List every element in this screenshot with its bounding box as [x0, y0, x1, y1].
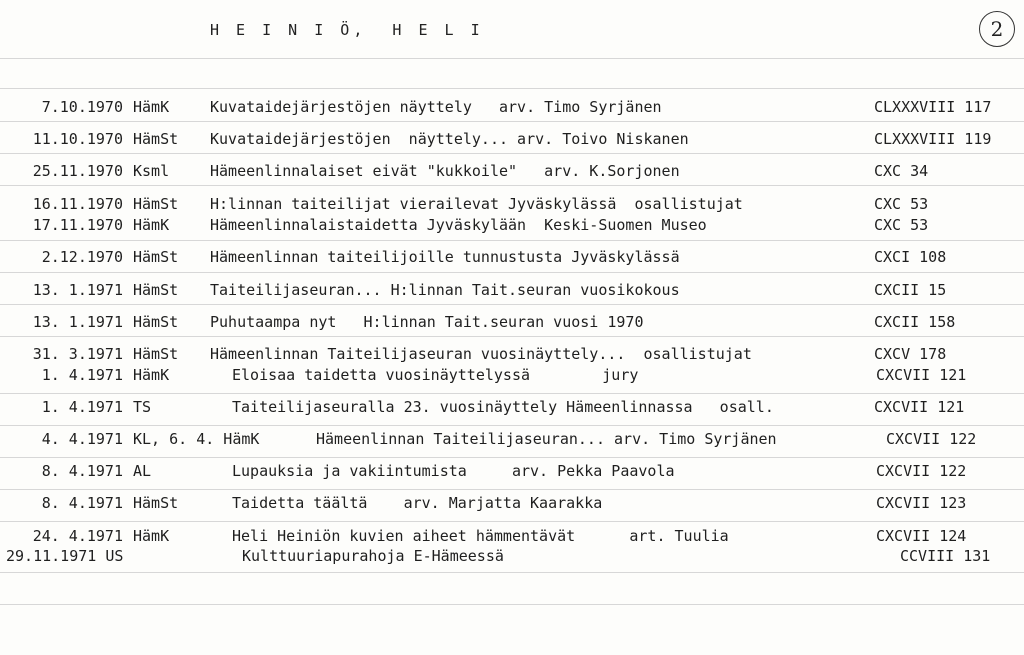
- entry-date: 4. 4.1971: [41, 430, 123, 448]
- rule-line: [0, 240, 1024, 241]
- entry-ref: CXCI 108: [874, 248, 947, 266]
- rule-line: [0, 153, 1024, 154]
- entry-date: 29.11.1971 US: [6, 547, 124, 565]
- rule-line: [0, 185, 1024, 186]
- entry-source: HämSt: [133, 130, 179, 148]
- entry-text: Hämeenlinnalaistaidetta Jyväskylään Keski-Suomen Museo: [210, 216, 707, 234]
- entry-date: 2.12.1970: [41, 248, 123, 266]
- entry-text: Kulttuuriapurahoja E-Hämeessä: [242, 547, 504, 565]
- entry-row: [0, 398, 1024, 420]
- entry-ref: CXC 53: [874, 216, 929, 234]
- entry-row: [0, 494, 1024, 516]
- entry-row: [0, 248, 1024, 270]
- entry-text: Taiteilijaseuralla 23. vuosinäyttely Hämeenlinnassa osall.: [232, 398, 774, 416]
- entry-row: [0, 162, 1024, 184]
- page-number-circle: 2: [979, 11, 1015, 47]
- entry-date: 13. 1.1971: [32, 281, 123, 299]
- entry-text: Hämeenlinnan Taiteilijaseuran vuosinäyttely... osallistujat: [210, 345, 752, 363]
- entry-source: AL: [133, 462, 152, 480]
- entry-row: [0, 462, 1024, 484]
- entry-text: Hämeenlinnalaiset eivät "kukkoile" arv. K.Sorjonen: [210, 162, 680, 180]
- entry-ref: CXCVII 121: [874, 398, 965, 416]
- rule-line: [0, 304, 1024, 305]
- rule-line: [0, 457, 1024, 458]
- rule-line: [0, 604, 1024, 605]
- rule-line: [0, 336, 1024, 337]
- entry-ref: CXCVII 123: [876, 494, 967, 512]
- entry-source: HämK: [133, 216, 170, 234]
- entry-text: Heli Heiniön kuvien aiheet hämmentävät art. Tuulia: [232, 527, 729, 545]
- rule-line: [0, 521, 1024, 522]
- entry-date: 25.11.1970: [32, 162, 123, 180]
- entry-text: Hämeenlinnan Taiteilijaseuran... arv. Timo Syrjänen: [316, 430, 777, 448]
- entry-text: Kuvataidejärjestöjen näyttely... arv. Toivo Niskanen: [210, 130, 689, 148]
- entry-source: HämSt: [133, 195, 179, 213]
- entry-row: [0, 527, 1024, 549]
- entry-text: Taiteilijaseuran... H:linnan Tait.seuran vuosikokous: [210, 281, 680, 299]
- entry-source: Ksml: [133, 162, 170, 180]
- entry-text: Lupauksia ja vakiintumista arv. Pekka Paavola: [232, 462, 675, 480]
- entry-date: 24. 4.1971: [32, 527, 123, 545]
- entry-source: HämSt: [133, 313, 179, 331]
- entry-source: HämSt: [133, 345, 179, 363]
- rule-line: [0, 272, 1024, 273]
- entry-date: 13. 1.1971: [32, 313, 123, 331]
- entry-ref: CXCVII 124: [876, 527, 967, 545]
- entry-source: HämK: [133, 98, 170, 116]
- entry-date: 31. 3.1971: [32, 345, 123, 363]
- entry-source: KL, 6. 4. HämK: [133, 430, 260, 448]
- entry-row: [0, 547, 1024, 569]
- entry-row: [0, 98, 1024, 120]
- entry-date: 1. 4.1971: [41, 366, 123, 384]
- entry-source: HämSt: [133, 248, 179, 266]
- entry-source: HämK: [133, 366, 170, 384]
- entry-row: [0, 130, 1024, 152]
- entry-date: 1. 4.1971: [41, 398, 123, 416]
- entry-ref: CXCV 178: [874, 345, 947, 363]
- card-title: H E I N I Ö, H E L I: [210, 21, 484, 39]
- rule-line: [0, 393, 1024, 394]
- entry-text: Hämeenlinnan taiteilijoille tunnustusta Jyväskylässä: [210, 248, 680, 266]
- rule-line: [0, 572, 1024, 573]
- entry-ref: CLXXXVIII 119: [874, 130, 992, 148]
- entry-text: Taidetta täältä arv. Marjatta Kaarakka: [232, 494, 603, 512]
- entry-ref: CLXXXVIII 117: [874, 98, 992, 116]
- entry-ref: CXCII 158: [874, 313, 956, 331]
- entry-row: [0, 430, 1024, 452]
- entry-date: 8. 4.1971: [41, 494, 123, 512]
- entry-row: [0, 281, 1024, 303]
- entry-date: 17.11.1970: [32, 216, 123, 234]
- entry-date: 16.11.1970: [32, 195, 123, 213]
- entry-row: [0, 216, 1024, 238]
- entry-ref: CXC 53: [874, 195, 929, 213]
- entry-source: HämSt: [133, 494, 179, 512]
- entry-text: Eloisaa taidetta vuosinäyttelyssä jury: [232, 366, 639, 384]
- rule-line: [0, 88, 1024, 89]
- entry-source: TS: [133, 398, 152, 416]
- entry-ref: CXCVII 122: [876, 462, 967, 480]
- entry-source: HämK: [133, 527, 170, 545]
- entry-source: HämSt: [133, 281, 179, 299]
- rule-line: [0, 121, 1024, 122]
- entry-row: [0, 345, 1024, 367]
- entry-date: 7.10.1970: [41, 98, 123, 116]
- entry-row: [0, 313, 1024, 335]
- entry-ref: CCVIII 131: [900, 547, 991, 565]
- entry-row: [0, 366, 1024, 388]
- rule-line: [0, 425, 1024, 426]
- entry-text: H:linnan taiteilijat vierailevat Jyväskylässä osallistujat: [210, 195, 743, 213]
- entry-ref: CXCII 15: [874, 281, 947, 299]
- entry-row: [0, 195, 1024, 217]
- entry-ref: CXC 34: [874, 162, 929, 180]
- entry-date: 8. 4.1971: [41, 462, 123, 480]
- entry-ref: CXCVII 121: [876, 366, 967, 384]
- entry-text: Kuvataidejärjestöjen näyttely arv. Timo Syrjänen: [210, 98, 662, 116]
- entry-text: Puhutaampa nyt H:linnan Tait.seuran vuosi 1970: [210, 313, 644, 331]
- rule-line: [0, 489, 1024, 490]
- entry-date: 11.10.1970: [32, 130, 123, 148]
- rule-line: [0, 58, 1024, 59]
- entry-ref: CXCVII 122: [886, 430, 977, 448]
